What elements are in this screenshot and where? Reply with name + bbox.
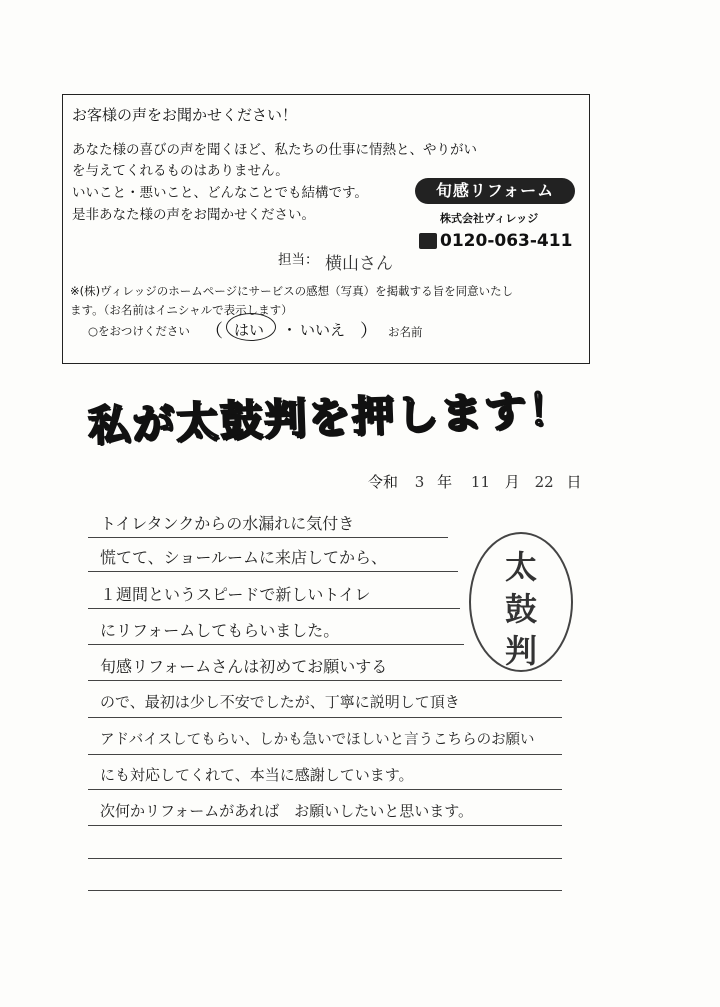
date — [368, 471, 581, 492]
ruled-line — [88, 789, 562, 790]
message-line-1: トイレタンクからの水漏れに気付き — [100, 514, 355, 533]
ruled-line — [88, 571, 458, 572]
message-line-5: 旬感リフォームさんは初めてお願いする — [100, 657, 388, 676]
freedial-icon — [419, 233, 437, 249]
ruled-line — [88, 825, 562, 826]
seal-char-3: 判 — [504, 632, 537, 670]
ruled-line — [88, 608, 460, 609]
choice-yes: はい — [234, 321, 265, 339]
taikoban-seal — [469, 532, 573, 672]
date-day: 22 — [534, 473, 554, 491]
message-line-9: 次何かリフォームがあれば お願いしたいと思います。 — [100, 802, 474, 820]
date-year: 3 — [414, 473, 425, 491]
date-month-unit: 月 — [504, 473, 520, 491]
name-label: お名前 — [388, 325, 423, 339]
phone-number: 0120-063-411 — [440, 231, 573, 251]
form-heading: お客様の声をお聞かせください！ — [72, 106, 298, 124]
date-year-unit: 年 — [437, 473, 453, 491]
staff-label: 担当： — [278, 252, 319, 268]
seal-char-1: 太 — [504, 548, 537, 586]
ruled-line — [88, 858, 562, 859]
message-line-2: 慌てて、ショールームに来店してから、 — [100, 548, 388, 567]
headline: 私が太鼓判を押します！ — [87, 384, 573, 451]
ruled-line — [88, 644, 464, 645]
intro-line-1: あなた様の喜びの声を聞くほど、私たちの仕事に情熱と、やりがい — [72, 142, 477, 158]
choice-separator: ・ — [282, 321, 298, 339]
date-day-unit: 日 — [566, 473, 582, 491]
message-line-7: アドバイスしてもらい、しかも急いでほしいと言うこちらのお願い — [100, 732, 535, 748]
intro-line-3: いいこと・悪いこと、どんなことでも結構です。 — [72, 185, 368, 201]
date-era: 令和 — [368, 473, 399, 491]
staff-name: 横山さん — [325, 254, 393, 274]
seal-char-2: 鼓 — [504, 590, 537, 628]
choice-no: いいえ — [300, 321, 346, 339]
brand-logo: 旬感リフォーム — [415, 178, 575, 204]
consent-line-1: ※(株)ヴィレッジのホームページにサービスの感想（写真）を掲載する旨を同意いたし — [70, 284, 514, 298]
message-line-4: にリフォームしてもらいました。 — [100, 621, 340, 640]
message-line-3: １週間というスピードで新しいトイレ — [100, 585, 371, 604]
ruled-line — [88, 717, 562, 718]
intro-line-2: を与えてくれるものはありません。 — [72, 163, 289, 179]
ruled-line — [88, 537, 448, 538]
message-line-6: ので、最初は少し不安でしたが、丁寧に説明して頂き — [100, 693, 460, 711]
yes-selection-circle — [226, 313, 276, 341]
circle-instruction: ○をおつけください — [88, 324, 190, 338]
ruled-line — [88, 890, 562, 891]
choice-open-paren: （ — [205, 321, 223, 342]
intro-line-4: 是非あなた様の声をお聞かせください。 — [72, 207, 315, 223]
ruled-line — [88, 680, 562, 681]
company-name: 株式会社ヴィレッジ — [440, 212, 539, 225]
message-line-8: にも対応してくれて、本当に感謝しています。 — [100, 766, 414, 784]
ruled-line — [88, 754, 562, 755]
date-month: 11 — [470, 473, 491, 491]
consent-line-2: ます。（お名前はイニシャルで表示します） — [70, 303, 293, 317]
choice-close-paren: ） — [360, 321, 378, 342]
